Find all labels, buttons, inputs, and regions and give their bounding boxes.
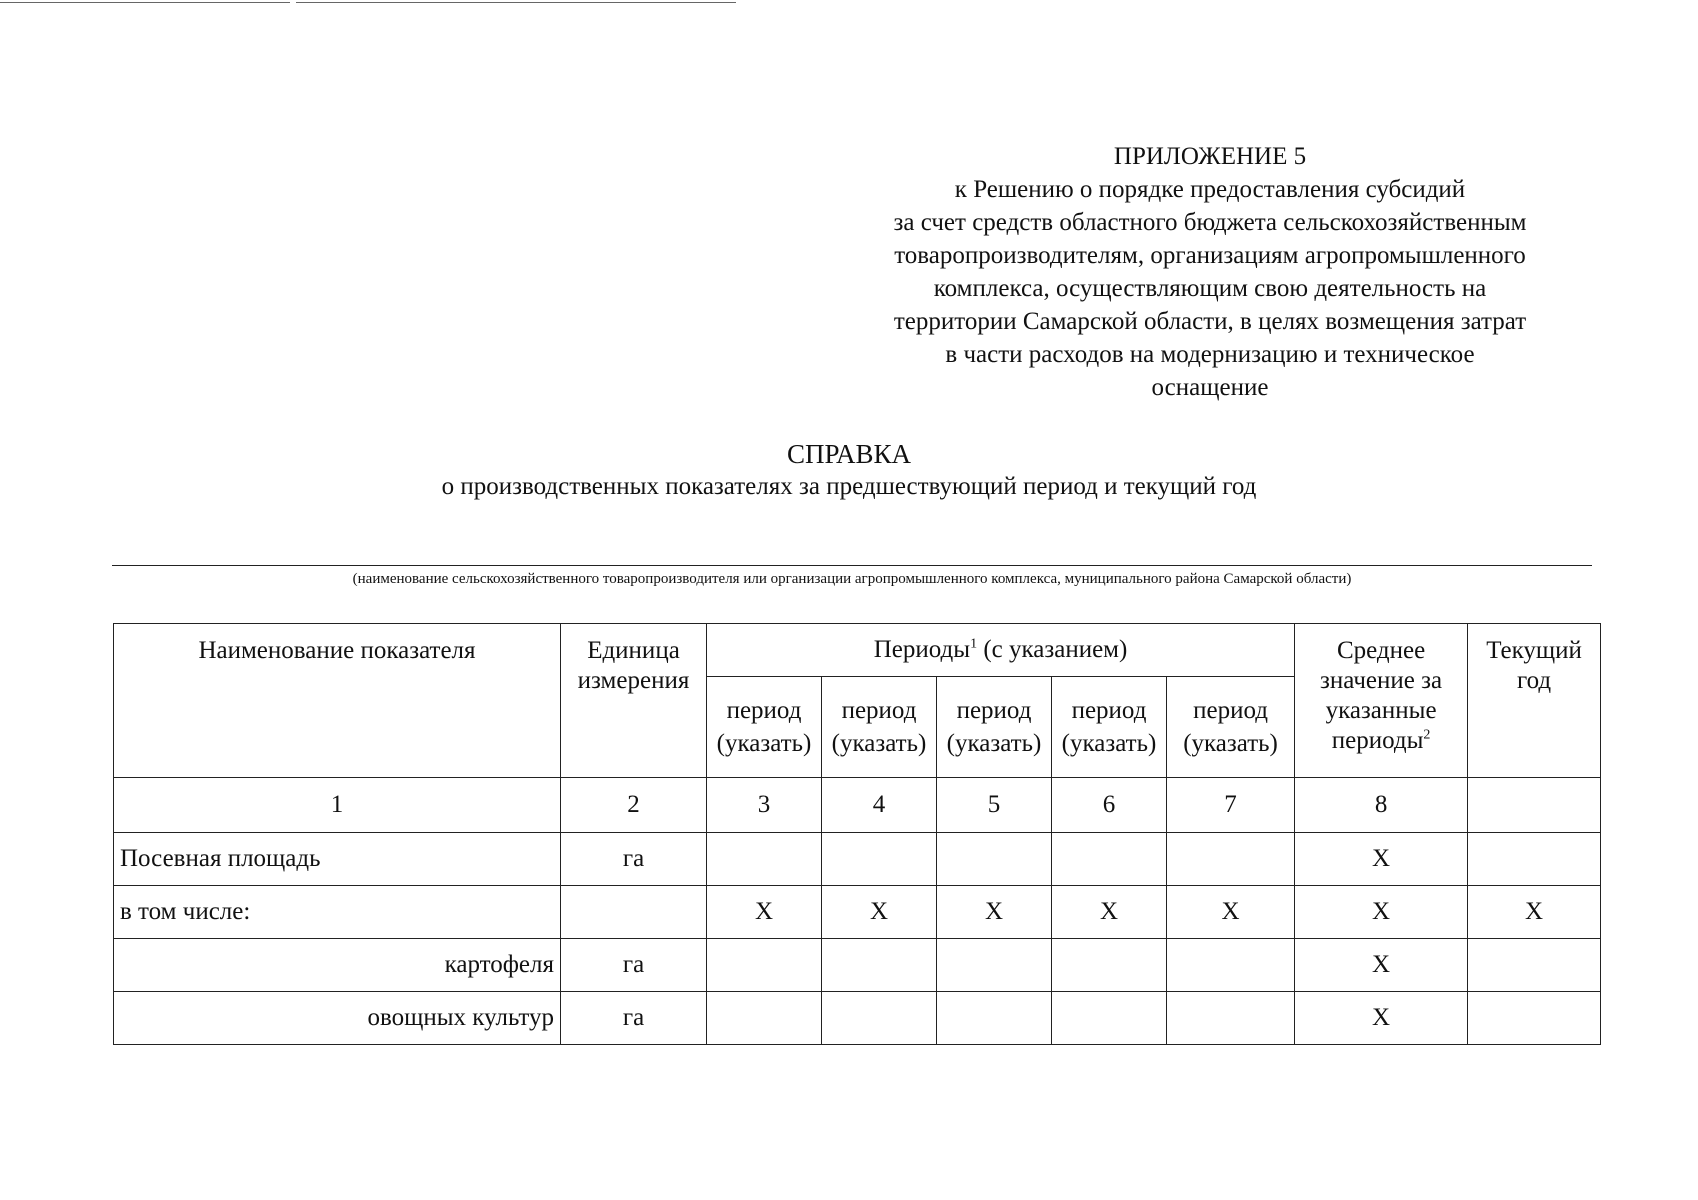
table-row: [114, 939, 1601, 992]
average-cell: X: [1295, 939, 1468, 992]
period-cell: X: [707, 886, 822, 939]
organization-name-caption: (наименование сельскохозяйственного товаропроизводителя или организации агропромышленного комплекса, муниципального района Самарской области): [352, 571, 1352, 587]
appendix-line: комплекса, осуществляющим свою деятельность на: [933, 275, 1487, 302]
header-periods-label: Периоды: [873, 636, 971, 663]
header-period-5: период (указать): [1167, 677, 1295, 778]
period-cell[interactable]: [707, 833, 822, 886]
period-cell[interactable]: [1167, 992, 1295, 1045]
scan-edge-line: [0, 2, 290, 3]
header-periods-suffix: (с указанием): [977, 636, 1128, 663]
period-cell[interactable]: [707, 939, 822, 992]
period-cell: X: [937, 886, 1052, 939]
header-indicator-name: Наименование показателя: [114, 624, 561, 778]
average-cell: X: [1295, 886, 1468, 939]
period-cell: X: [1167, 886, 1295, 939]
appendix-line: в части расходов на модернизацию и техническое: [945, 341, 1475, 368]
period-cell[interactable]: [822, 833, 937, 886]
indicator-name: Посевная площадь: [114, 833, 561, 886]
period-cell[interactable]: [937, 992, 1052, 1045]
document-subtitle: о производственных показателях за предшествующий период и текущий год: [441, 473, 1257, 500]
period-cell[interactable]: [707, 992, 822, 1045]
period-cell[interactable]: [937, 939, 1052, 992]
appendix-line: к Решению о порядке предоставления субсидий: [954, 176, 1466, 203]
period-cell: X: [822, 886, 937, 939]
period-cell: X: [1052, 886, 1167, 939]
column-number: [1468, 778, 1601, 833]
average-cell: X: [1295, 992, 1468, 1045]
footnote-marker: 2: [1423, 727, 1431, 743]
unit-cell: га: [561, 833, 707, 886]
column-number: 7: [1167, 778, 1295, 833]
appendix-block: [820, 140, 1600, 404]
period-cell[interactable]: [937, 833, 1052, 886]
header-periods: [707, 624, 1295, 677]
header-period-2: период (указать): [822, 677, 937, 778]
column-number: 2: [561, 778, 707, 833]
period-cell[interactable]: [1167, 833, 1295, 886]
column-number: 1: [114, 778, 561, 833]
header-average: [1295, 624, 1468, 778]
period-cell[interactable]: [1052, 833, 1167, 886]
header-average-label: Среднее значение за указанные периоды: [1320, 637, 1443, 754]
current-year-cell[interactable]: [1468, 833, 1601, 886]
period-cell[interactable]: [1052, 992, 1167, 1045]
appendix-line: за счет средств областного бюджета сельскохозяйственным: [893, 209, 1527, 236]
appendix-line: товаропроизводителям, организациям агропромышленного: [894, 242, 1526, 269]
column-number: 6: [1052, 778, 1167, 833]
column-number: 5: [937, 778, 1052, 833]
average-cell: X: [1295, 833, 1468, 886]
header-period-3: период (указать): [937, 677, 1052, 778]
header-unit: Единица измерения: [561, 624, 707, 778]
unit-cell: га: [561, 992, 707, 1045]
period-cell[interactable]: [1052, 939, 1167, 992]
document-title: СПРАВКА: [786, 439, 912, 469]
current-year-cell: X: [1468, 886, 1601, 939]
header-current-year: Текущий год: [1468, 624, 1601, 778]
table-row: [114, 992, 1601, 1045]
unit-cell: га: [561, 939, 707, 992]
current-year-cell[interactable]: [1468, 992, 1601, 1045]
unit-cell: [561, 886, 707, 939]
header-period-1: период (указать): [707, 677, 822, 778]
scan-edge-line: [296, 2, 736, 3]
indicator-name: в том числе:: [114, 886, 561, 939]
period-cell[interactable]: [1167, 939, 1295, 992]
indicator-name: картофеля: [114, 939, 561, 992]
organization-name-field[interactable]: [112, 565, 1592, 566]
column-number-row: [114, 778, 1601, 833]
appendix-heading: ПРИЛОЖЕНИЕ 5: [1113, 143, 1307, 170]
period-cell[interactable]: [822, 992, 937, 1045]
table-row: [114, 886, 1601, 939]
indicator-name: овощных культур: [114, 992, 561, 1045]
current-year-cell[interactable]: [1468, 939, 1601, 992]
footnote-marker: 1: [970, 636, 978, 652]
column-number: 4: [822, 778, 937, 833]
column-number: 8: [1295, 778, 1468, 833]
column-number: 3: [707, 778, 822, 833]
table-row: [114, 833, 1601, 886]
appendix-line: территории Самарской области, в целях возмещения затрат: [893, 308, 1527, 335]
header-period-4: период (указать): [1052, 677, 1167, 778]
period-cell[interactable]: [822, 939, 937, 992]
appendix-line: оснащение: [1151, 374, 1269, 401]
indicators-table: [113, 623, 1601, 1045]
